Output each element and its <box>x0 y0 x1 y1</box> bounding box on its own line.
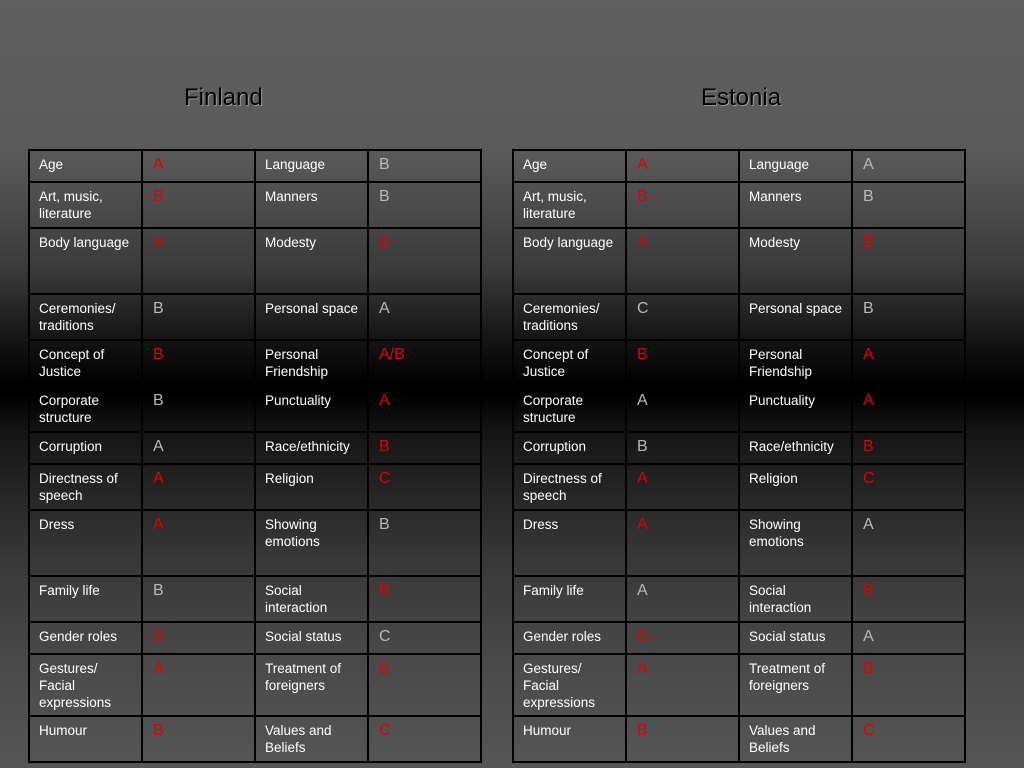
table-row <box>29 182 481 228</box>
estonia-table <box>512 149 966 763</box>
topic-cell: Religion <box>255 464 368 510</box>
rating-cell: A <box>626 228 739 294</box>
topic-cell: Directness of speech <box>29 464 142 510</box>
rating-cell: B <box>626 182 739 228</box>
finland-title: Finland <box>184 84 263 111</box>
topic-cell: Manners <box>255 182 368 228</box>
rating-cell: C <box>368 464 481 510</box>
topic-cell: Showing emotions <box>255 510 368 576</box>
topic-cell: Gestures/ Facial expressions <box>513 654 626 716</box>
rating-cell: B <box>368 150 481 182</box>
topic-cell: Corruption <box>29 432 142 464</box>
topic-cell: Art, music, literature <box>513 182 626 228</box>
finland-table <box>28 149 482 763</box>
table-row <box>29 340 481 386</box>
topic-cell: Gestures/ Facial expressions <box>29 654 142 716</box>
table-row <box>29 228 481 294</box>
topic-cell: Concept of Justice <box>513 340 626 386</box>
topic-cell: Personal Friendship <box>255 340 368 386</box>
topic-cell: Race/ethnicity <box>739 432 852 464</box>
table-row <box>513 716 965 762</box>
topic-cell: Social interaction <box>739 576 852 622</box>
rating-cell: A <box>626 386 739 432</box>
rating-cell: B <box>142 622 255 654</box>
rating-cell: B <box>368 510 481 576</box>
topic-cell: Race/ethnicity <box>255 432 368 464</box>
topic-cell: Modesty <box>739 228 852 294</box>
topic-cell: Art, music, literature <box>29 182 142 228</box>
rating-cell: C <box>852 464 965 510</box>
rating-cell: B <box>368 182 481 228</box>
topic-cell: Manners <box>739 182 852 228</box>
rating-cell: A <box>368 386 481 432</box>
table-row <box>29 654 481 716</box>
topic-cell: Modesty <box>255 228 368 294</box>
topic-cell: Personal space <box>255 294 368 340</box>
table-row <box>513 182 965 228</box>
table-row <box>29 510 481 576</box>
table-row <box>513 576 965 622</box>
rating-cell: B <box>368 432 481 464</box>
topic-cell: Language <box>255 150 368 182</box>
table-row <box>513 464 965 510</box>
rating-cell: B <box>852 432 965 464</box>
rating-cell: A/B <box>368 340 481 386</box>
topic-cell: Showing emotions <box>739 510 852 576</box>
rating-cell: B <box>368 654 481 716</box>
rating-cell: A <box>142 228 255 294</box>
table-row <box>513 150 965 182</box>
rating-cell: B <box>626 622 739 654</box>
table-row <box>513 432 965 464</box>
topic-cell: Dress <box>513 510 626 576</box>
rating-cell: A <box>142 654 255 716</box>
rating-cell: A <box>142 510 255 576</box>
table-row <box>513 294 965 340</box>
topic-cell: Ceremonies/ traditions <box>513 294 626 340</box>
table-row <box>29 294 481 340</box>
table-row <box>513 340 965 386</box>
rating-cell: A <box>142 464 255 510</box>
rating-cell: B <box>142 716 255 762</box>
rating-cell: A <box>142 150 255 182</box>
rating-cell: B <box>852 654 965 716</box>
rating-cell: B <box>142 386 255 432</box>
topic-cell: Personal space <box>739 294 852 340</box>
topic-cell: Gender roles <box>513 622 626 654</box>
rating-cell: A <box>852 150 965 182</box>
topic-cell: Gender roles <box>29 622 142 654</box>
table-row <box>513 386 965 432</box>
topic-cell: Corporate structure <box>29 386 142 432</box>
rating-cell: B <box>142 340 255 386</box>
rating-cell: C <box>368 716 481 762</box>
topic-cell: Social interaction <box>255 576 368 622</box>
rating-cell: A <box>626 150 739 182</box>
topic-cell: Ceremonies/ traditions <box>29 294 142 340</box>
topic-cell: Social status <box>739 622 852 654</box>
topic-cell: Age <box>513 150 626 182</box>
rating-cell: B <box>368 576 481 622</box>
rating-cell: C <box>852 716 965 762</box>
topic-cell: Dress <box>29 510 142 576</box>
topic-cell: Corruption <box>513 432 626 464</box>
estonia-title: Estonia <box>701 84 782 111</box>
topic-cell: Personal Friendship <box>739 340 852 386</box>
rating-cell: A <box>852 340 965 386</box>
rating-cell: A <box>852 622 965 654</box>
rating-cell: B <box>626 432 739 464</box>
topic-cell: Punctuality <box>739 386 852 432</box>
rating-cell: A <box>626 654 739 716</box>
table-row <box>29 622 481 654</box>
table-row <box>29 432 481 464</box>
topic-cell: Religion <box>739 464 852 510</box>
rating-cell: B <box>626 716 739 762</box>
topic-cell: Language <box>739 150 852 182</box>
table-row <box>29 716 481 762</box>
rating-cell: C <box>368 622 481 654</box>
table-row <box>29 150 481 182</box>
topic-cell: Social status <box>255 622 368 654</box>
rating-cell: A <box>852 510 965 576</box>
topic-cell: Treatment of foreigners <box>255 654 368 716</box>
rating-cell: A <box>626 576 739 622</box>
rating-cell: B <box>142 294 255 340</box>
rating-cell: B <box>852 182 965 228</box>
rating-cell: A <box>626 510 739 576</box>
table-row <box>513 622 965 654</box>
rating-cell: B <box>626 340 739 386</box>
rating-cell: B <box>852 228 965 294</box>
topic-cell: Body language <box>29 228 142 294</box>
topic-cell: Concept of Justice <box>29 340 142 386</box>
rating-cell: B <box>852 294 965 340</box>
topic-cell: Corporate structure <box>513 386 626 432</box>
topic-cell: Values and Beliefs <box>739 716 852 762</box>
topic-cell: Humour <box>513 716 626 762</box>
table-row <box>513 228 965 294</box>
rating-cell: A <box>852 386 965 432</box>
topic-cell: Punctuality <box>255 386 368 432</box>
topic-cell: Age <box>29 150 142 182</box>
topic-cell: Treatment of foreigners <box>739 654 852 716</box>
table-row <box>29 386 481 432</box>
rating-cell: B <box>368 228 481 294</box>
topic-cell: Humour <box>29 716 142 762</box>
topic-cell: Body language <box>513 228 626 294</box>
rating-cell: C <box>626 294 739 340</box>
topic-cell: Values and Beliefs <box>255 716 368 762</box>
rating-cell: B <box>852 576 965 622</box>
table-row <box>29 576 481 622</box>
topic-cell: Directness of speech <box>513 464 626 510</box>
rating-cell: A <box>142 432 255 464</box>
rating-cell: B <box>142 576 255 622</box>
topic-cell: Family life <box>29 576 142 622</box>
rating-cell: A <box>626 464 739 510</box>
topic-cell: Family life <box>513 576 626 622</box>
table-row <box>513 510 965 576</box>
table-row <box>513 654 965 716</box>
table-row <box>29 464 481 510</box>
rating-cell: A <box>368 294 481 340</box>
rating-cell: B <box>142 182 255 228</box>
